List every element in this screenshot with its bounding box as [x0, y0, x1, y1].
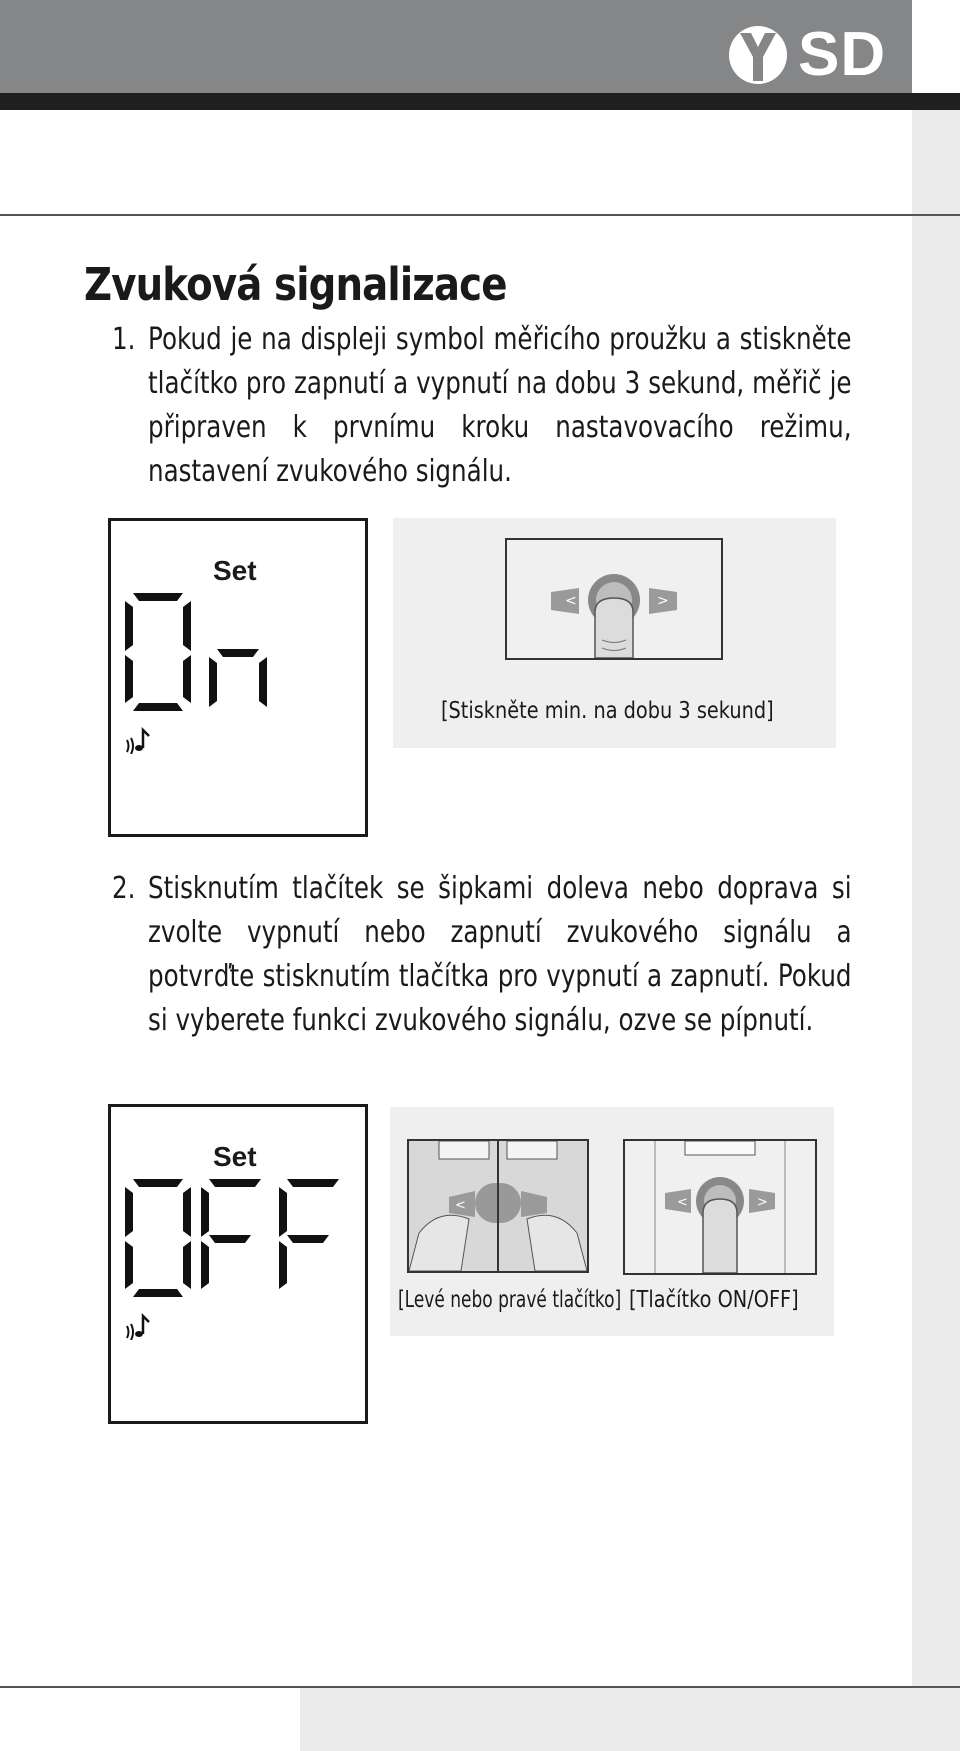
device-photo-frame	[505, 538, 723, 660]
finger-on-off-icon	[625, 1141, 815, 1273]
illustration-press-button	[393, 518, 836, 748]
page-title: Zvuková signalizace	[84, 258, 507, 311]
top-rule	[0, 214, 960, 216]
caption-left-right-button: [Levé nebo pravé tlačítko]	[398, 1287, 622, 1313]
illustration-caption: [Stiskněte min. na dobu 3 sekund]	[441, 698, 774, 724]
finger-right-icon	[499, 1141, 587, 1271]
right-margin-strip	[912, 110, 960, 1688]
step-number: 1.	[112, 322, 136, 357]
left-arrow-label: <	[565, 593, 577, 609]
left-arrow-label: <	[677, 1195, 688, 1210]
sd-logo	[728, 20, 887, 89]
finger-press-icon	[507, 540, 721, 658]
lcd-display-on	[108, 518, 368, 837]
caption-on-off-button: [Tlačítko ON/OFF]	[629, 1287, 799, 1313]
on-off-button-photo	[623, 1139, 817, 1275]
logo-text: SD	[798, 20, 887, 89]
step-text: Stisknutím tlačítek se šipkami doleva nebo doprava si zvolte vypnutí nebo zapnutí zvukového signálu a potvrďte stisknutím tlačítka pro vypnutí a zapnutí. Pokud si vyberete funkci zvukového signálu, ozve se pípnutí.	[148, 871, 852, 1038]
left-arrow-label: <	[455, 1198, 466, 1213]
right-button-photo	[497, 1139, 589, 1273]
lcd-set-label: Set	[213, 555, 257, 586]
finger-left-icon	[409, 1141, 497, 1271]
right-arrow-label: >	[757, 1195, 768, 1210]
left-button-photo	[407, 1139, 499, 1273]
sound-icon	[123, 1312, 153, 1340]
lcd-set-label: Set	[213, 1141, 257, 1172]
lcd-digits-on	[121, 589, 281, 714]
step-text: Pokud je na displeji symbol měřicího proužku a stiskněte tlačítko pro zapnutí a vypnutí na dobu 3 sekund, měřič je připraven k prvnímu kroku nastavovacího režimu, nastavení zvukového signálu.	[148, 322, 852, 489]
lcd-display-off	[108, 1104, 368, 1424]
right-arrow-label: >	[657, 593, 669, 609]
step-1	[112, 318, 857, 498]
lcd-digits-off	[121, 1175, 351, 1300]
footer-gray-block	[300, 1688, 960, 1751]
sd-logo-icon	[728, 25, 788, 85]
step-2	[112, 867, 857, 1047]
illustration-buttons	[390, 1107, 834, 1336]
sound-icon	[123, 726, 153, 754]
step-number: 2.	[112, 871, 136, 906]
header-underline	[0, 93, 960, 110]
